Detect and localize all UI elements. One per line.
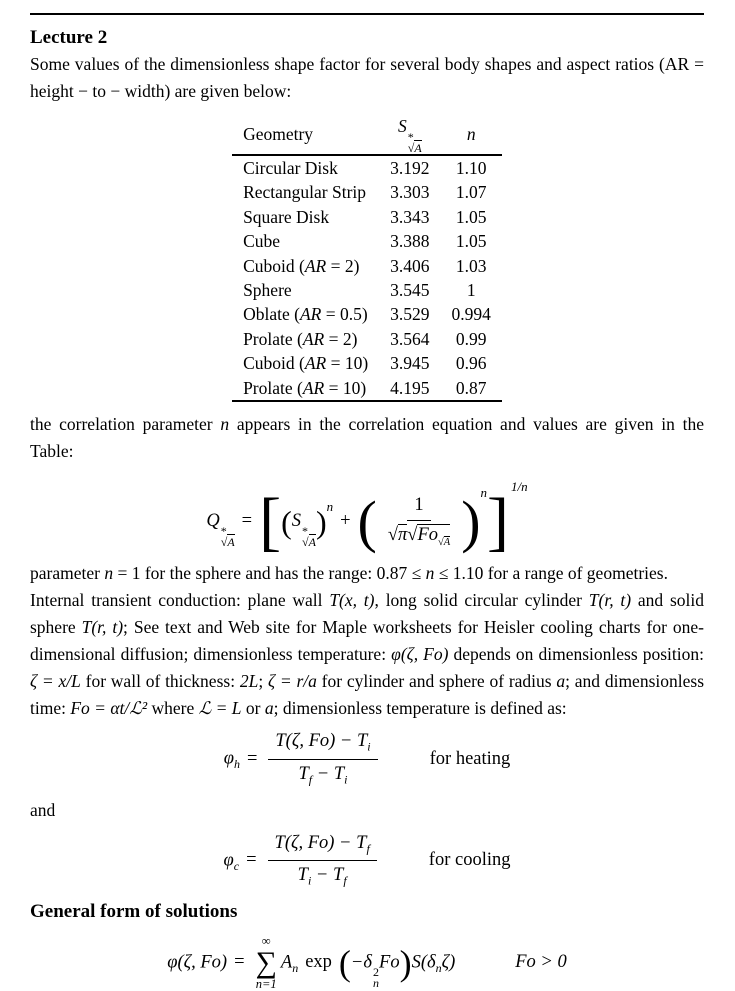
table-row: Cuboid (AR = 10) 3.945 0.96 <box>243 353 487 374</box>
range-paragraph: parameter n = 1 for the sphere and has the range: 0.87 ≤ n ≤ 1.10 for a range of geometries. <box>30 563 668 584</box>
header-shape-factor: S * √A <box>379 113 440 155</box>
shape-factor-table <box>232 113 502 402</box>
radical-sign: √ <box>220 535 228 550</box>
equation-label: for cooling <box>428 850 511 871</box>
left-paren: ( <box>338 943 351 984</box>
right-bracket: ] <box>487 484 510 558</box>
radical-sign: √ <box>302 535 309 550</box>
solutions-heading: General form of solutions <box>30 901 238 923</box>
heating-equation: $\varphi_h$ = $\frac{T(\zeta, Fo) - T_i}{T_f - T_i}$ for heating <box>223 731 511 787</box>
transient-conduction-paragraph: Internal transient conduction: plane wall T(x, t), long solid circular cylinder T(r, t) and solid sphere T(r, t); See text and Web site for Maple worksheets for Heisler cooling charts for one-dimensional diffusion; dimensionless temperature: φ(ζ, Fo) depends on dimensionless position: ζ = x/L for wall of thickness: 2L; ζ = r/a for cylinder and sphere of radius a; and dimensionless time: Fo = αt/ℒ² where ℒ = L or a; dimensionless temperature is defined as: <box>30 590 704 719</box>
table-row: Circular Disk 3.192 1.10 <box>243 158 487 178</box>
table-row: Square Disk 3.343 1.05 <box>243 206 487 227</box>
table-row: Sphere 3.545 1 <box>243 280 476 301</box>
page-title: Lecture 2 <box>30 27 108 48</box>
connector-text: and <box>30 799 56 820</box>
equation-condition: Fo > 0 <box>515 952 567 973</box>
right-paren: ) <box>315 503 327 540</box>
table-header-row <box>232 113 502 155</box>
fraction: $\frac{1}{√\pi√Fo_{√A}}$ <box>387 495 451 549</box>
document-page <box>0 13 735 991</box>
top-rule <box>30 13 704 15</box>
table-row: Prolate (AR = 10) 4.195 0.87 <box>232 376 502 401</box>
general-solution-equation: φ(ζ, Fo) = ∞ ∑ n=1 $A_n$ exp (−δ 2 n $Fo)S(\delta_n\zeta)$ Fo > 0 <box>167 934 567 991</box>
table-row: Oblate (AR = 0.5) 3.529 0.994 <box>243 304 491 325</box>
table-row: Rectangular Strip 3.303 1.07 <box>243 182 487 203</box>
header-geometry: Geometry <box>232 113 379 155</box>
table-body <box>232 155 502 401</box>
table-row: Cube 3.388 1.05 <box>243 231 487 252</box>
table-row: Prolate (AR = 2) 3.564 0.99 <box>243 328 487 349</box>
left-bracket: [ <box>259 484 282 558</box>
radical-sign: √ <box>407 141 415 155</box>
radical-sign: √ <box>387 525 399 546</box>
fraction: $\frac{T(\zeta, Fo) - T_i}{T_f - T_i}$ <box>268 731 377 787</box>
fraction: $\frac{T(\zeta, Fo) - T_f}{T_i - T_f}$ <box>268 833 377 889</box>
correlation-equation: Q * √A = [(S * √A )$^n$+ ( $\frac{1}{√\pi√Fo_{√A}}$ )$^n$] $^{1/n}$ <box>206 479 528 558</box>
header-n: n <box>441 113 502 155</box>
text-segment: Some values of the dimensionless shape factor for several body shapes and aspect ratios (AR = height − to − width) are given below: <box>30 54 704 101</box>
radical-sign: √ <box>438 537 444 549</box>
left-paren: ( <box>281 503 292 540</box>
shape-factor-supsub: * √A <box>407 130 422 155</box>
equation-label: for heating <box>429 748 511 769</box>
table-header <box>232 113 502 155</box>
right-paren: ) <box>461 488 481 554</box>
sigma-symbol: ∑ <box>255 946 277 980</box>
radical-sign: √ <box>407 525 418 546</box>
summation: ∞ ∑ n=1 <box>255 934 277 991</box>
cooling-equation: $\varphi_c$ = $\frac{T(\zeta, Fo) - T_f}{T_i - T_f}$ for cooling <box>223 832 511 889</box>
table-row: Cuboid (AR = 2) 3.406 1.03 <box>243 255 487 276</box>
right-paren: ) <box>399 943 412 984</box>
left-paren: ( <box>357 488 377 554</box>
correlation-paragraph: the correlation parameter n appears in the correlation equation and values are given in the Table: <box>30 414 704 462</box>
intro-paragraph <box>30 51 704 105</box>
